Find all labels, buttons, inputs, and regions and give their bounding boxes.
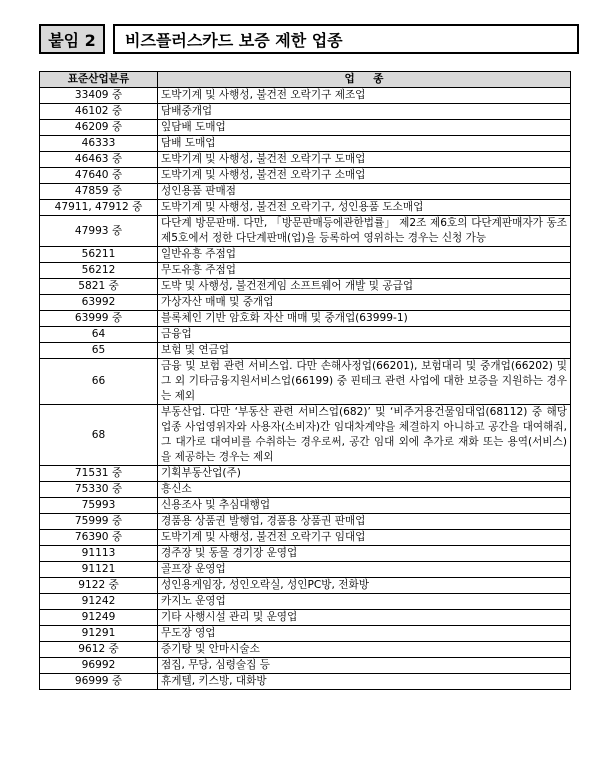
- table-row: [40, 120, 571, 136]
- industry-code-cell: 76390 중: [40, 530, 158, 546]
- industry-description-cell: 담배중개업: [158, 104, 571, 120]
- table-row: [40, 546, 571, 562]
- table-row: [40, 466, 571, 482]
- column-header-industry: 업 종: [158, 72, 571, 88]
- industry-description-cell: 기타 사행시설 관리 및 운영업: [158, 610, 571, 626]
- table-row: [40, 216, 571, 247]
- table-row: [40, 514, 571, 530]
- industry-description-cell: 기획부동산업(주): [158, 466, 571, 482]
- table-row: [40, 327, 571, 343]
- industry-description-cell: 가상자산 매매 및 중개업: [158, 295, 571, 311]
- industry-code-cell: 96992: [40, 658, 158, 674]
- table-row: [40, 674, 571, 690]
- industry-code-cell: 75999 중: [40, 514, 158, 530]
- table-row: [40, 184, 571, 200]
- industry-description-cell: 도박기계 및 사행성, 불건전 오락기구 임대업: [158, 530, 571, 546]
- table-row: [40, 104, 571, 120]
- industry-description-cell: 금융업: [158, 327, 571, 343]
- industry-description-cell: 도박 및 사행성, 불건전게임 소프트웨어 개발 및 공급업: [158, 279, 571, 295]
- table-row: [40, 247, 571, 263]
- industry-code-cell: 9122 중: [40, 578, 158, 594]
- industry-code-cell: 75330 중: [40, 482, 158, 498]
- industry-code-cell: 75993: [40, 498, 158, 514]
- table-row: [40, 295, 571, 311]
- industry-code-cell: 56211: [40, 247, 158, 263]
- table-row: [40, 405, 571, 466]
- table-header-row: [40, 72, 571, 88]
- industry-description-cell: 경품용 상품권 발행업, 경품용 상품권 판매업: [158, 514, 571, 530]
- table-row: [40, 594, 571, 610]
- industry-code-cell: 91113: [40, 546, 158, 562]
- table-row: [40, 562, 571, 578]
- industry-code-cell: 63999 중: [40, 311, 158, 327]
- industry-description-cell: 성인용게임장, 성인오락실, 성인PC방, 전화방: [158, 578, 571, 594]
- industry-code-cell: 68: [40, 405, 158, 466]
- industry-code-cell: 91242: [40, 594, 158, 610]
- industry-code-cell: 47911, 47912 중: [40, 200, 158, 216]
- industry-description-cell: 도박기계 및 사행성, 불건전 오락기구 소매업: [158, 168, 571, 184]
- industry-description-cell: 담배 도매업: [158, 136, 571, 152]
- industry-description-cell: 증기탕 및 안마시술소: [158, 642, 571, 658]
- table-row: [40, 578, 571, 594]
- industry-description-cell: 흥신소: [158, 482, 571, 498]
- industry-code-cell: 9612 중: [40, 642, 158, 658]
- industry-description-cell: 점집, 무당, 심령술집 등: [158, 658, 571, 674]
- table-row: [40, 530, 571, 546]
- industry-code-cell: 46209 중: [40, 120, 158, 136]
- table-row: [40, 626, 571, 642]
- industry-code-cell: 64: [40, 327, 158, 343]
- industry-code-cell: 47993 중: [40, 216, 158, 247]
- table-body: [40, 88, 571, 690]
- table-row: [40, 311, 571, 327]
- industry-code-cell: 91291: [40, 626, 158, 642]
- industry-code-cell: 56212: [40, 263, 158, 279]
- industry-description-cell: 경주장 및 동물 경기장 운영업: [158, 546, 571, 562]
- table-row: [40, 610, 571, 626]
- restricted-industries-table: [39, 71, 571, 690]
- table-row: [40, 152, 571, 168]
- industry-description-cell: 다단계 방문판매. 다만, 「방문판매등에관한법률」 제2조 제6호의 다단계판매자가 동조 제5호에서 정한 다단계판매(업)을 등록하여 영위하는 경우는 신청 가능: [158, 216, 571, 247]
- table-row: [40, 136, 571, 152]
- industry-description-cell: 도박기계 및 사행성, 불건전 오락기구 도매업: [158, 152, 571, 168]
- table-row: [40, 200, 571, 216]
- table-row: [40, 263, 571, 279]
- industry-code-cell: 46102 중: [40, 104, 158, 120]
- industry-code-cell: 91121: [40, 562, 158, 578]
- industry-description-cell: 무도유흥 주점업: [158, 263, 571, 279]
- industry-code-cell: 47640 중: [40, 168, 158, 184]
- industry-description-cell: 도박기계 및 사행성, 불건전 오락기구, 성인용품 도소매업: [158, 200, 571, 216]
- industry-code-cell: 63992: [40, 295, 158, 311]
- table-row: [40, 279, 571, 295]
- industry-description-cell: 일반유흥 주점업: [158, 247, 571, 263]
- industry-description-cell: 휴게텔, 키스방, 대화방: [158, 674, 571, 690]
- table-row: [40, 359, 571, 405]
- industry-description-cell: 부동산업. 다만 ‘부동산 관련 서비스업(682)’ 및 ‘비주거용건물임대업(68112) 중 해당 업종 사업영위자와 사용자(소비자)간 임대차계약을 체결하지 아니하고 공간을 대여해줘, 그 대가로 대여비를 수취하는 경우로써, 공간 임대 외에 추가로 재화 또는 용역(서비스)을 제공하는 경우는 제외: [158, 405, 571, 466]
- industry-code-cell: 91249: [40, 610, 158, 626]
- attachment-badge: 붙임 2: [39, 24, 105, 54]
- table-row: [40, 343, 571, 359]
- industry-description-cell: 도박기계 및 사행성, 불건전 오락기구 제조업: [158, 88, 571, 104]
- industry-description-cell: 블록체인 기반 암호화 자산 매매 및 중개업(63999-1): [158, 311, 571, 327]
- document-header: [39, 24, 579, 54]
- industry-description-cell: 카지노 운영업: [158, 594, 571, 610]
- table-row: [40, 168, 571, 184]
- table-row: [40, 88, 571, 104]
- industry-code-cell: 66: [40, 359, 158, 405]
- industry-code-cell: 5821 중: [40, 279, 158, 295]
- industry-description-cell: 골프장 운영업: [158, 562, 571, 578]
- industry-description-cell: 무도장 영업: [158, 626, 571, 642]
- industry-description-cell: 금융 및 보험 관련 서비스업. 다만 손해사정업(66201), 보험대리 및 중개업(66202) 및 그 외 기타금융지원서비스업(66199) 중 핀테크 관련 사업에 대한 보증을 지원하는 경우는 제외: [158, 359, 571, 405]
- industry-code-cell: 46463 중: [40, 152, 158, 168]
- industry-description-cell: 보험 및 연금업: [158, 343, 571, 359]
- table-row: [40, 498, 571, 514]
- table-row: [40, 658, 571, 674]
- table-row: [40, 482, 571, 498]
- industry-code-cell: 71531 중: [40, 466, 158, 482]
- industry-code-cell: 65: [40, 343, 158, 359]
- industry-code-cell: 33409 중: [40, 88, 158, 104]
- document-title: 비즈플러스카드 보증 제한 업종: [113, 24, 579, 54]
- industry-code-cell: 96999 중: [40, 674, 158, 690]
- column-header-code: 표준산업분류: [40, 72, 158, 88]
- industry-description-cell: 성인용품 판매점: [158, 184, 571, 200]
- industry-code-cell: 47859 중: [40, 184, 158, 200]
- table-row: [40, 642, 571, 658]
- industry-code-cell: 46333: [40, 136, 158, 152]
- industry-description-cell: 잎담배 도매업: [158, 120, 571, 136]
- industry-description-cell: 신용조사 및 추심대행업: [158, 498, 571, 514]
